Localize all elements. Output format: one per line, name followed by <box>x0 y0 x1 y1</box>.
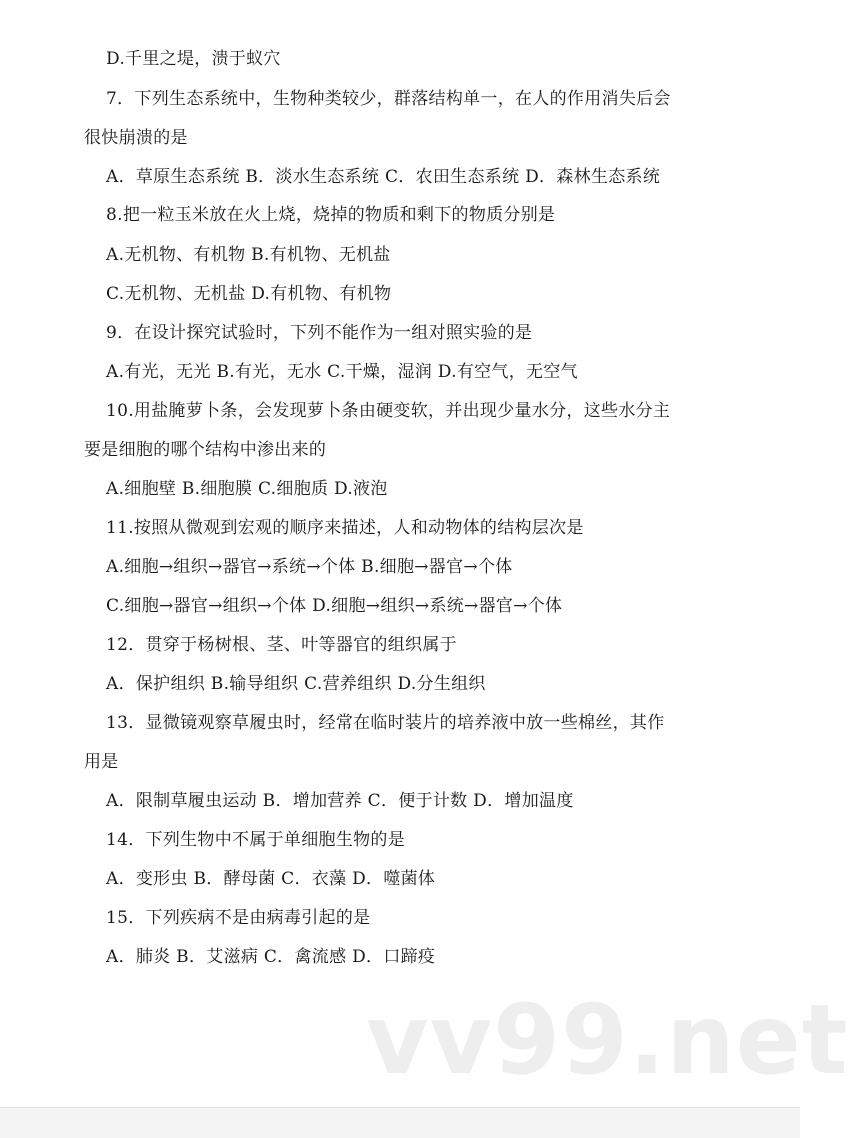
question-11: 11.按照从微观到宏观的顺序来描述，人和动物体的结构层次是 <box>106 518 584 538</box>
question-14-options: A．变形虫 B．酵母菌 C．衣藻 D．噬菌体 <box>106 869 436 889</box>
question-13: 13．显微镜观察草履虫时，经常在临时装片的培养液中放一些棉丝，其作 <box>106 713 665 733</box>
watermark: vv99.net <box>366 984 849 1096</box>
question-10-cont: 要是细胞的哪个结构中渗出来的 <box>84 440 327 460</box>
question-8: 8.把一粒玉米放在火上烧，烧掉的物质和剩下的物质分别是 <box>106 205 556 225</box>
question-8-options-ab: A.无机物、有机物 B.有机物、无机盐 <box>106 245 391 265</box>
question-7-options: A．草原生态系统 B．淡水生态系统 C．农田生态系统 D．森林生态系统 <box>106 167 661 187</box>
question-15-options: A．肺炎 B．艾滋病 C．禽流感 D．口蹄疫 <box>106 947 436 967</box>
question-13-options: A．限制草履虫运动 B．增加营养 C．便于计数 D．增加温度 <box>106 791 574 811</box>
question-13-cont: 用是 <box>84 752 119 772</box>
question-9-options: A.有光，无光 B.有光，无水 C.干燥，湿润 D.有空气，无空气 <box>106 362 578 382</box>
question-10: 10.用盐腌萝卜条，会发现萝卜条由硬变软，并出现少量水分，这些水分主 <box>106 401 671 421</box>
text-line-option-d-prev: D.千里之堤，溃于蚁穴 <box>106 49 281 69</box>
question-15: 15．下列疾病不是由病毒引起的是 <box>106 908 371 928</box>
question-12: 12．贯穿于杨树根、茎、叶等器官的组织属于 <box>106 635 457 655</box>
question-11-options-ab: A.细胞→组织→器官→系统→个体 B.细胞→器官→个体 <box>106 557 513 577</box>
question-11-options-cd: C.细胞→器官→组织→个体 D.细胞→组织→系统→器官→个体 <box>106 596 563 616</box>
question-10-options: A.细胞壁 B.细胞膜 C.细胞质 D.液泡 <box>106 479 388 499</box>
question-12-options: A．保护组织 B.输导组织 C.营养组织 D.分生组织 <box>106 674 486 694</box>
question-14: 14．下列生物中不属于单细胞生物的是 <box>106 830 406 850</box>
question-7: 7．下列生态系统中，生物种类较少，群落结构单一，在人的作用消失后会 <box>106 89 671 109</box>
question-7-cont: 很快崩溃的是 <box>84 128 188 148</box>
question-9: 9．在设计探究试验时，下列不能作为一组对照实验的是 <box>106 323 533 343</box>
question-8-options-cd: C.无机物、无机盐 D.有机物、有机物 <box>106 284 392 304</box>
page-bottom-bar <box>0 1107 800 1138</box>
